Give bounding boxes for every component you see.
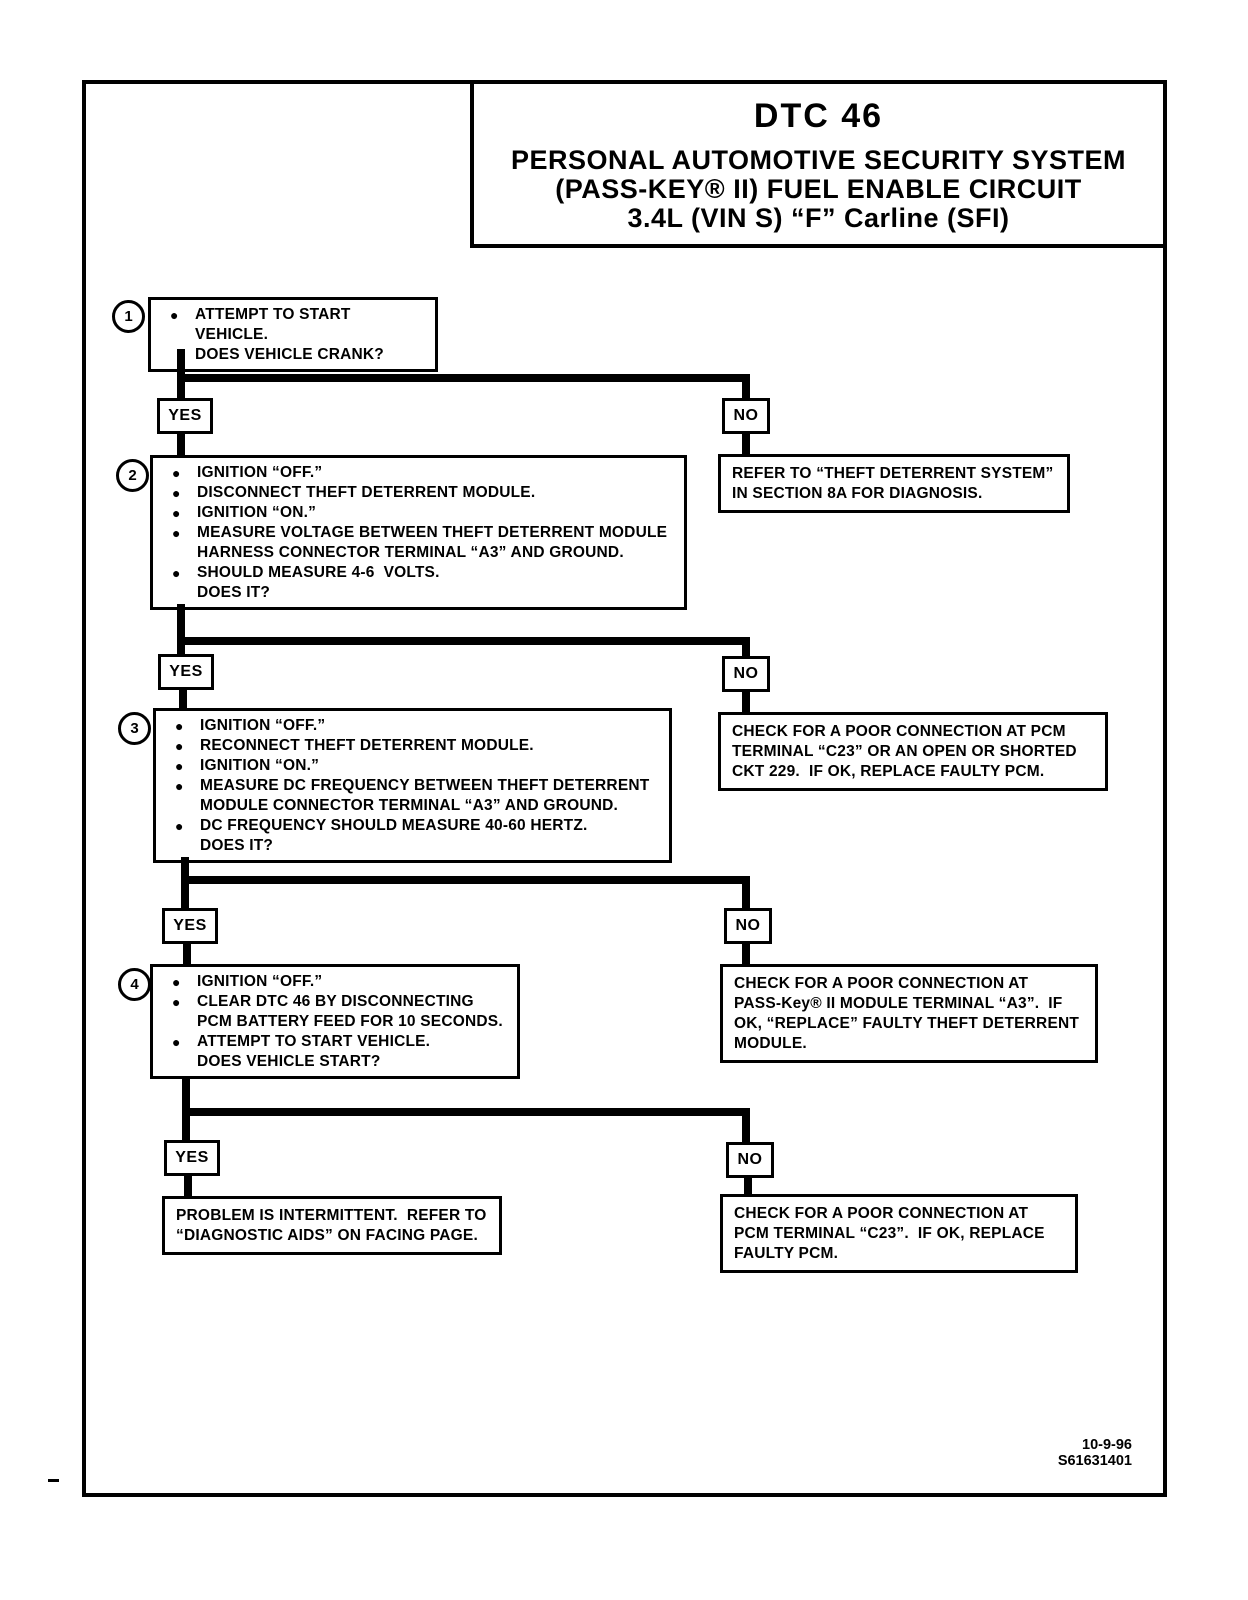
step-text: MEASURE DC FREQUENCY BETWEEN THEFT DETERRENT (200, 777, 650, 794)
result-text: MODULE. (734, 1035, 807, 1052)
title-box (470, 80, 1167, 248)
footer-doc-number: S61631401 (1057, 1453, 1132, 1469)
bullet-icon: ● (172, 465, 181, 481)
yes-label-1 (157, 398, 213, 434)
no-label-4 (726, 1142, 774, 1178)
connector-3-no-out (742, 944, 750, 964)
step-1-number: 1 (124, 308, 133, 325)
step-text: DOES VEHICLE START? (197, 1053, 381, 1070)
connector-2-yes-stem (177, 604, 185, 654)
step-3-number: 3 (130, 720, 139, 737)
step-text: IGNITION “ON.” (197, 504, 317, 521)
step-4-number-badge (118, 968, 151, 1001)
step-1-number-badge (112, 300, 145, 333)
step-text: SHOULD MEASURE 4-6 VOLTS. (197, 564, 440, 581)
step-text: DC FREQUENCY SHOULD MEASURE 40-60 HERTZ. (200, 817, 588, 834)
yes-text: YES (175, 1149, 209, 1166)
bullet-icon: ● (172, 974, 181, 990)
result-text: OK, “REPLACE” FAULTY THEFT DETERRENT (734, 1015, 1080, 1032)
result-text: IN SECTION 8A FOR DIAGNOSIS. (732, 485, 983, 502)
step-1-box (148, 297, 438, 372)
yes-label-4 (164, 1140, 220, 1176)
bullet-icon: ● (170, 307, 179, 323)
step-text: MEASURE VOLTAGE BETWEEN THEFT DETERRENT MODULE (197, 524, 668, 541)
step-text: HARNESS CONNECTOR TERMINAL “A3” AND GROUND. (197, 544, 624, 561)
bullet-icon: ● (172, 505, 181, 521)
bullet-icon: ● (175, 718, 184, 734)
result-text: PASS-Key® II MODULE TERMINAL “A3”. IF (734, 995, 1063, 1012)
step-text: IGNITION “OFF.” (197, 973, 323, 990)
no-text: NO (737, 1151, 763, 1168)
connector-4-no-out (744, 1178, 752, 1194)
connector-4-yes-out (184, 1176, 192, 1196)
step-3-line (156, 736, 661, 756)
result-text: CHECK FOR A POOR CONNECTION AT (734, 1205, 1029, 1222)
connector-3-yes-out (183, 944, 191, 964)
yes-text: YES (168, 407, 202, 424)
step-2-line (153, 503, 676, 523)
result-text: TERMINAL “C23” OR AN OPEN OR SHORTED (732, 743, 1077, 760)
connector-2-hbar (177, 637, 750, 645)
connector-3-no-drop (742, 876, 750, 908)
result-text: PCM TERMINAL “C23”. IF OK, REPLACE (734, 1225, 1045, 1242)
step-4-line (153, 972, 509, 992)
step-text: DOES VEHICLE CRANK? (195, 346, 384, 363)
step-2-line (153, 543, 676, 563)
footer-date: 10-9-96 (1082, 1437, 1132, 1453)
bullet-icon: ● (172, 485, 181, 501)
step-2-box (150, 455, 687, 610)
no-text: NO (733, 665, 759, 682)
no-label-1 (722, 398, 770, 434)
footer-note (932, 1437, 1132, 1469)
no-text: NO (735, 917, 761, 934)
step-text: MODULE CONNECTOR TERMINAL “A3” AND GROUND. (200, 797, 619, 814)
no-label-3 (724, 908, 772, 944)
step-text: PCM BATTERY FEED FOR 10 SECONDS. (197, 1013, 503, 1030)
connector-2-yes-out (179, 690, 187, 708)
result-text: CHECK FOR A POOR CONNECTION AT PCM (732, 723, 1066, 740)
yes-text: YES (169, 663, 203, 680)
step-1-line (151, 305, 427, 345)
connector-1-yes-out (177, 434, 185, 455)
result-text: CHECK FOR A POOR CONNECTION AT (734, 975, 1029, 992)
bullet-icon: ● (172, 1034, 181, 1050)
margin-tick (48, 1479, 59, 1482)
step-3-line (156, 716, 661, 736)
step-text: IGNITION “ON.” (200, 757, 320, 774)
step-text: DOES IT? (200, 837, 274, 854)
step-1-line (151, 345, 427, 365)
result-no-3-box (720, 964, 1098, 1063)
step-3-number-badge (118, 712, 151, 745)
step-4-line (153, 992, 509, 1012)
step-text: RECONNECT THEFT DETERRENT MODULE. (200, 737, 534, 754)
step-4-line (153, 1052, 509, 1072)
step-4-box (150, 964, 520, 1079)
result-yes-4-box (162, 1196, 502, 1255)
result-text: FAULTY PCM. (734, 1245, 839, 1262)
result-text: “DIAGNOSTIC AIDS” ON FACING PAGE. (176, 1227, 478, 1244)
step-3-box (153, 708, 672, 863)
title-line-2: (PASS-KEY® II) FUEL ENABLE CIRCUIT (555, 173, 1082, 204)
step-text: DOES IT? (197, 584, 271, 601)
step-text: IGNITION “OFF.” (197, 464, 323, 481)
result-text: PROBLEM IS INTERMITTENT. REFER TO (176, 1207, 487, 1224)
step-3-line (156, 776, 661, 796)
step-text: IGNITION “OFF.” (200, 717, 326, 734)
step-2-line (153, 463, 676, 483)
yes-label-3 (162, 908, 218, 944)
connector-2-no-drop (742, 637, 750, 656)
dtc-code-title: DTC 46 (753, 96, 884, 135)
step-text: DISCONNECT THEFT DETERRENT MODULE. (197, 484, 536, 501)
bullet-icon: ● (175, 818, 184, 834)
title-line-3: 3.4L (VIN S) “F” Carline (SFI) (627, 202, 1010, 233)
step-2-line (153, 563, 676, 583)
step-2-number-badge (116, 459, 149, 492)
step-2-line (153, 483, 676, 503)
step-2-line (153, 523, 676, 543)
bullet-icon: ● (172, 525, 181, 541)
connector-1-no-out (742, 434, 750, 454)
step-2-number: 2 (128, 467, 137, 484)
connector-1-no-drop (742, 374, 750, 398)
result-no-1-box (718, 454, 1070, 513)
connector-4-hbar (182, 1108, 750, 1116)
yes-text: YES (173, 917, 207, 934)
result-text: CKT 229. IF OK, REPLACE FAULTY PCM. (732, 763, 1045, 780)
connector-3-hbar (181, 876, 750, 884)
result-no-2-box (718, 712, 1108, 791)
connector-1-hbar (177, 374, 750, 382)
no-text: NO (733, 407, 759, 424)
step-4-line (153, 1012, 509, 1032)
step-3-line (156, 796, 661, 816)
connector-2-no-out (742, 692, 750, 712)
step-4-line (153, 1032, 509, 1052)
result-no-4-box (720, 1194, 1078, 1273)
title-line-1: PERSONAL AUTOMOTIVE SECURITY SYSTEM (510, 144, 1127, 175)
bullet-icon: ● (175, 758, 184, 774)
step-text: CLEAR DTC 46 BY DISCONNECTING (197, 993, 474, 1010)
no-label-2 (722, 656, 770, 692)
bullet-icon: ● (172, 994, 181, 1010)
yes-label-2 (158, 654, 214, 690)
step-3-line (156, 756, 661, 776)
step-3-line (156, 816, 661, 836)
result-text: REFER TO “THEFT DETERRENT SYSTEM” (732, 465, 1054, 482)
step-2-line (153, 583, 676, 603)
bullet-icon: ● (175, 778, 184, 794)
step-4-number: 4 (130, 976, 139, 993)
step-3-line (156, 836, 661, 856)
step-text: ATTEMPT TO START VEHICLE. (197, 1033, 431, 1050)
step-text: ATTEMPT TO START VEHICLE. (195, 306, 356, 343)
connector-4-no-drop (742, 1108, 750, 1142)
bullet-icon: ● (175, 738, 184, 754)
bullet-icon: ● (172, 565, 181, 581)
